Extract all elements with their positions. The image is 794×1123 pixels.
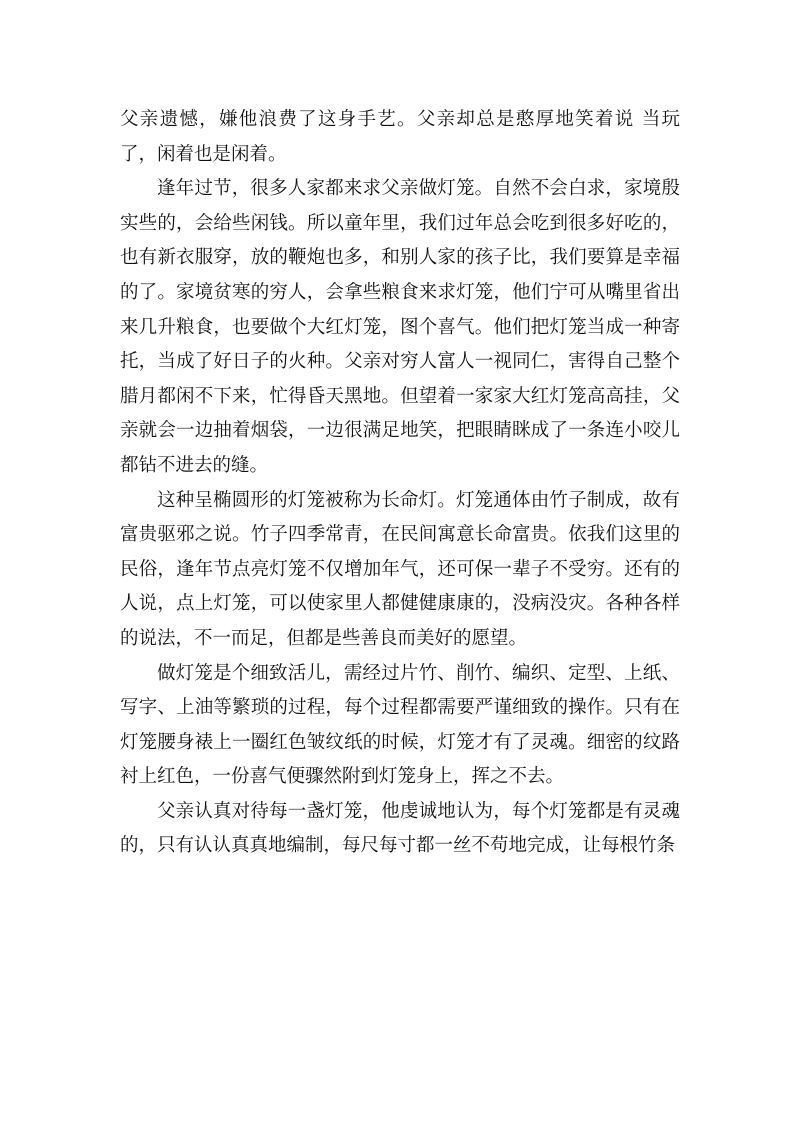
paragraph-longevity-lantern: 这种呈椭圆形的灯笼被称为长命灯。灯笼通体由竹子制成，故有富贵驱邪之说。竹子四季常青，在民间寓意长命富贵。依我们这里的民俗，逢年节点亮灯笼不仅增加年气，还可保一辈子不受穷。还有的人说，点上灯笼，可以使家里人都健健康康的，没病没灾。各种各样的说法，不一而足，但都是些善良而美好的愿望。	[120, 489, 680, 649]
paragraph-making-process: 做灯笼是个细致活儿，需经过片竹、削竹、编织、定型、上纸、写字、上油等繁琐的过程，每个过程都需要严谨细致的操作。只有在灯笼腰身裱上一圈红色皱纹纸的时候，灯笼才有了灵魂。细密的纹路衬上红色，一份喜气便骤然附到灯笼身上，挥之不去。	[120, 662, 680, 788]
paragraph-lantern-requests: 逢年过节，很多人家都来求父亲做灯笼。自然不会白求，家境殷实些的，会给些闲钱。所以童年里，我们过年总会吃到很多好吃的，也有新衣服穿，放的鞭炮也多，和别人家的孩子比，我们要算是幸福的了。家境贫寒的穷人，会拿些粮食来求灯笼，他们宁可从嘴里省出来几升粮食，也要做个大红灯笼，图个喜气。他们把灯笼当成一种寄托，当成了好日子的火种。父亲对穷人富人一视同仁，害得自己整个腊月都闲不下来，忙得昏天黑地。但望着一家家大红灯笼高高挂，父亲就会一边抽着烟袋，一边很满足地笑，把眼睛眯成了一条连小咬儿都钻不进去的缝。	[120, 178, 680, 476]
article-body	[120, 103, 680, 864]
paragraph-continuation: 父亲遗憾，嫌他浪费了这身手艺。父亲却总是憨厚地笑着说 当玩了，闲着也是闲着。	[120, 109, 680, 165]
paragraph-lantern-soul: 父亲认真对待每一盏灯笼，他虔诚地认为，每个灯笼都是有灵魂的，只有认认真真地编制，每尺每寸都一丝不苟地完成，让每根竹条	[120, 800, 680, 857]
